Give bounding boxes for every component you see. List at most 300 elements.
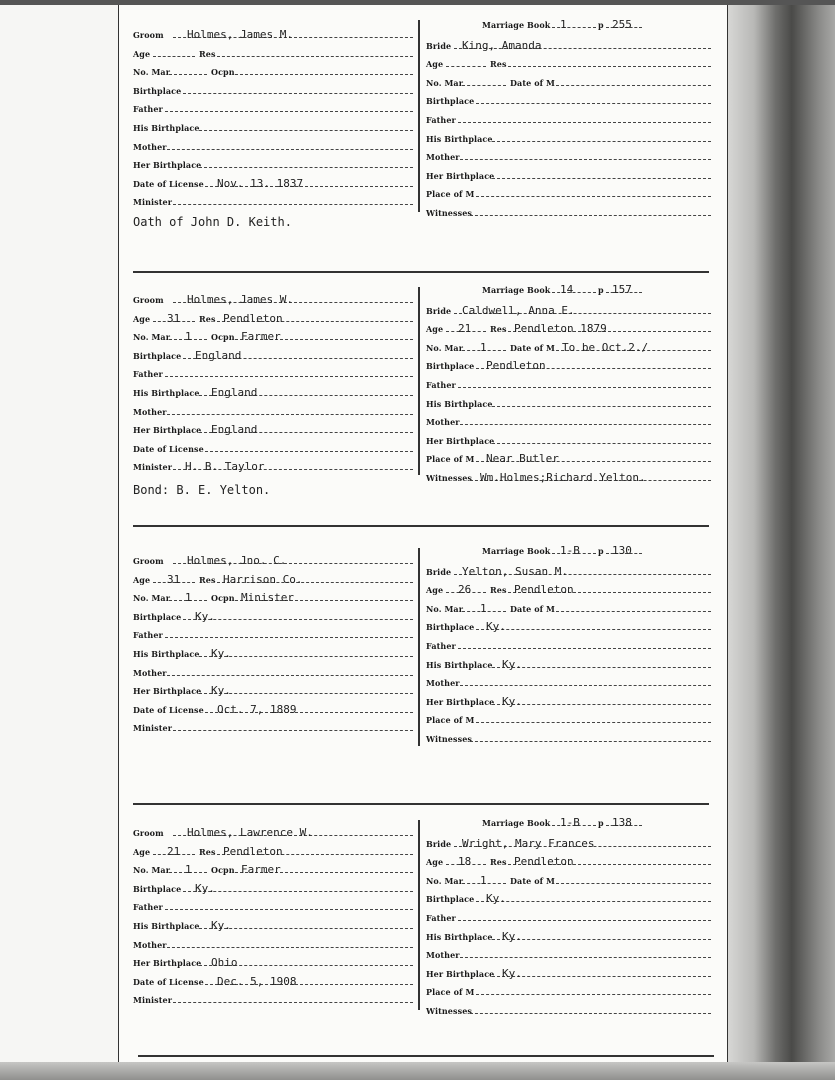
bride-nomar-date-field-label: Date of M xyxy=(510,77,556,88)
bride-witnesses-field xyxy=(426,1002,711,1018)
groom-nomar-ocpn-field-value: Farmer xyxy=(241,330,281,344)
groom-father-field-label: Father xyxy=(133,630,163,641)
groom-his-birthplace-field-value: Ky. xyxy=(211,647,231,660)
bride-witnesses-field xyxy=(426,204,711,220)
groom-birthplace-field-value: England xyxy=(195,348,242,362)
bride-birthplace-field-label: Birthplace xyxy=(426,361,475,372)
bride-mother-field-label: Mother xyxy=(426,417,460,428)
column-divider xyxy=(418,287,420,475)
bride-her-birthplace-field-label: Her Birthplace xyxy=(426,696,495,707)
groom-mother-field-label: Mother xyxy=(133,141,167,152)
groom-her-birthplace-field-line xyxy=(199,167,413,168)
groom-nomar-ocpn-field-line xyxy=(169,74,207,75)
groom-mother-field-line xyxy=(167,149,413,150)
page-label: p xyxy=(598,818,604,828)
groom-nomar-ocpn-field-line xyxy=(235,74,413,75)
bride-place-field-label: Place of M xyxy=(426,987,475,998)
groom-name-field-label: Groom xyxy=(133,828,164,838)
bride-his-birthplace-field xyxy=(426,395,711,411)
bride-mother-field-line xyxy=(460,957,711,958)
bride-witnesses-field-line xyxy=(470,741,711,742)
groom-age-res-field-value: Pendleton xyxy=(223,311,283,325)
groom-his-birthplace-field xyxy=(133,384,413,400)
bride-father-field xyxy=(426,909,711,925)
bride-his-birthplace-field xyxy=(426,130,711,146)
groom-birthplace-field-label: Birthplace xyxy=(133,883,182,894)
bride-nomar-date-field-label: Date of M xyxy=(510,603,556,614)
groom-his-birthplace-field-line xyxy=(199,656,413,657)
marriage-book-number: 14 xyxy=(560,283,574,296)
bride-her-birthplace-field-line xyxy=(492,443,711,444)
groom-minister-field xyxy=(133,991,413,1007)
bride-place-field-label: Place of M xyxy=(426,715,475,726)
bride-his-birthplace-field-line xyxy=(492,939,711,940)
bride-birthplace-field-label: Birthplace xyxy=(426,622,475,633)
column-divider xyxy=(418,820,420,1010)
page-label: p xyxy=(598,285,604,295)
page-number: 255 xyxy=(612,18,632,31)
groom-his-birthplace-field-label: His Birthplace xyxy=(133,388,200,398)
groom-name-field-value: Holmes, Jno. C. xyxy=(187,554,287,567)
marriage-book-line xyxy=(552,292,596,293)
groom-name-field-value: Holmes, Lawrence W. xyxy=(187,826,313,839)
bride-age-res-field-line xyxy=(508,66,711,67)
groom-her-birthplace-field xyxy=(133,421,413,437)
groom-nomar-ocpn-field-label: Ocpn xyxy=(211,865,235,876)
bride-age-res-field-label: Res xyxy=(490,59,507,70)
groom-her-birthplace-field-label: Her Birthplace xyxy=(133,686,202,697)
bride-age-res-field-value: 18 xyxy=(458,855,472,869)
bride-age-res-field-value: Pendleton 1879 xyxy=(514,322,607,336)
bride-birthplace-field-line xyxy=(476,103,711,104)
bride-his-birthplace-field-label: His Birthplace xyxy=(426,133,493,144)
bride-her-birthplace-field-label: Her Birthplace xyxy=(426,170,495,181)
bride-age-res-field-value: Pendleton xyxy=(514,583,574,597)
groom-nomar-ocpn-field-value: 1 xyxy=(185,330,192,344)
groom-nomar-ocpn-field-value: 1 xyxy=(185,591,192,605)
marriage-book-number: 1-B xyxy=(560,816,580,829)
bride-place-field-label: Place of M xyxy=(426,454,475,465)
groom-minister-field-label: Minister xyxy=(133,197,173,208)
groom-name-field xyxy=(133,552,413,568)
page-label: p xyxy=(598,20,604,30)
groom-his-birthplace-field-label: His Birthplace xyxy=(133,123,200,133)
bride-nomar-date-field-label: No. Mar xyxy=(426,875,464,886)
groom-his-birthplace-field xyxy=(133,645,413,661)
bride-place-field xyxy=(426,983,711,999)
groom-name-field xyxy=(133,824,413,840)
groom-name-field-value: Holmes, James W. xyxy=(187,293,293,306)
top-scan-edge xyxy=(0,0,835,5)
groom-father-field-label: Father xyxy=(133,902,163,913)
bride-witnesses-field-line xyxy=(470,215,711,216)
bride-name-field xyxy=(426,37,711,53)
groom-her-birthplace-field-label: Her Birthplace xyxy=(133,958,202,969)
groom-minister-field xyxy=(133,458,413,474)
bride-nomar-date-field xyxy=(426,600,711,616)
groom-nomar-ocpn-field-label: No. Mar xyxy=(133,67,171,78)
marriage-book-label: Marriage Book xyxy=(482,818,551,828)
groom-mother-field xyxy=(133,936,413,952)
record-divider xyxy=(133,271,709,273)
marriage-book-label: Marriage Book xyxy=(482,546,551,556)
bride-nomar-date-field-line xyxy=(462,85,506,86)
bride-age-res-field-label: Res xyxy=(490,585,507,596)
bride-her-birthplace-field-value: Ky. xyxy=(502,694,522,708)
groom-minister-field-line xyxy=(173,204,413,205)
bride-her-birthplace-field-label: Her Birthplace xyxy=(426,435,495,446)
groom-birthplace-field xyxy=(133,880,413,896)
groom-minister-field-label: Minister xyxy=(133,995,173,1006)
bride-father-field-label: Father xyxy=(426,115,456,125)
bride-father-field-line xyxy=(458,920,711,921)
bride-nomar-date-field-label: No. Mar xyxy=(426,77,464,88)
groom-nomar-ocpn-field-label: No. Mar xyxy=(133,865,171,876)
groom-age-res-field-label: Age xyxy=(133,48,151,59)
bride-his-birthplace-field-label: His Birthplace xyxy=(426,659,493,670)
bride-witnesses-field-label: Witnesses xyxy=(426,734,472,744)
groom-birthplace-field xyxy=(133,608,413,624)
bride-nomar-date-field xyxy=(426,74,711,90)
bride-name-field-label: Bride xyxy=(426,566,452,577)
groom-her-birthplace-field-label: Her Birthplace xyxy=(133,160,202,171)
bride-witnesses-field-label: Witnesses xyxy=(426,1006,472,1016)
bride-name-field-label: Bride xyxy=(426,838,452,849)
bride-father-field-line xyxy=(458,648,711,649)
bride-place-field xyxy=(426,711,711,727)
groom-minister-field xyxy=(133,193,413,209)
groom-birthplace-field xyxy=(133,82,413,98)
groom-mother-field-line xyxy=(167,414,413,415)
groom-his-birthplace-field-value: England xyxy=(211,386,258,399)
bride-age-res-field xyxy=(426,320,711,336)
bride-her-birthplace-field-line xyxy=(492,976,711,977)
bride-nomar-date-field xyxy=(426,872,711,888)
groom-father-field xyxy=(133,898,413,914)
bride-name-field-value: Yelton, Susan M. xyxy=(462,564,568,578)
groom-name-field-value: Holmes, James M. xyxy=(187,28,293,41)
groom-nomar-ocpn-field-label: Ocpn xyxy=(211,593,235,604)
bride-nomar-date-field-value: 1 xyxy=(480,340,487,354)
bride-birthplace-field-label: Birthplace xyxy=(426,894,475,905)
groom-his-birthplace-field-line xyxy=(199,928,413,929)
bride-her-birthplace-field xyxy=(426,167,711,183)
groom-nomar-ocpn-field xyxy=(133,589,413,605)
groom-nomar-ocpn-field-label: No. Mar xyxy=(133,332,171,343)
record-note: Oath of John D. Keith. xyxy=(133,215,292,229)
groom-age-res-field-line xyxy=(153,56,195,57)
groom-mother-field-label: Mother xyxy=(133,667,167,678)
page-number: 157 xyxy=(612,283,632,296)
groom-birthplace-field-line xyxy=(183,619,413,620)
groom-her-birthplace-field-value: England xyxy=(211,423,258,437)
groom-birthplace-field-label: Birthplace xyxy=(133,611,182,622)
marriage-book-line xyxy=(552,27,596,28)
groom-age-res-field-value: 21 xyxy=(167,844,181,858)
record-divider xyxy=(133,525,709,527)
groom-license-date-field-label: Date of License xyxy=(133,178,204,189)
groom-his-birthplace-field-line xyxy=(199,130,413,131)
bride-her-birthplace-field-label: Her Birthplace xyxy=(426,968,495,979)
bride-name-field-value: Caldwell, Anna E. xyxy=(462,303,575,317)
groom-her-birthplace-field-value: Ky. xyxy=(211,684,231,698)
bride-age-res-field-label: Age xyxy=(426,585,444,596)
groom-his-birthplace-field xyxy=(133,119,413,135)
bride-witnesses-field-label: Witnesses xyxy=(426,473,472,483)
groom-mother-field-line xyxy=(167,947,413,948)
bride-place-field xyxy=(426,185,711,201)
bride-father-field-line xyxy=(458,122,711,123)
groom-age-res-field-value: 31 xyxy=(167,311,181,325)
column-divider xyxy=(418,20,420,212)
bride-father-field-label: Father xyxy=(426,380,456,390)
bride-birthplace-field-value: Ky. xyxy=(486,620,506,634)
bride-her-birthplace-field-line xyxy=(492,178,711,179)
bride-nomar-date-field-line xyxy=(556,883,711,884)
groom-her-birthplace-field xyxy=(133,954,413,970)
groom-name-field xyxy=(133,26,413,42)
groom-license-date-field xyxy=(133,175,413,191)
groom-birthplace-field-label: Birthplace xyxy=(133,85,182,96)
bride-witnesses-field-label: Witnesses xyxy=(426,208,472,218)
groom-name-field-label: Groom xyxy=(133,295,164,305)
groom-minister-field-line xyxy=(173,730,413,731)
groom-father-field-line xyxy=(165,637,413,638)
groom-birthplace-field xyxy=(133,347,413,363)
groom-license-date-field-value: Oct. 7, 1889 xyxy=(217,702,297,716)
right-scan-edge xyxy=(727,0,835,1080)
groom-license-date-field xyxy=(133,701,413,717)
bride-birthplace-field-line xyxy=(476,901,711,902)
record-note: Bond: B. E. Yelton. xyxy=(133,483,271,497)
bride-age-res-field-label: Res xyxy=(490,857,507,868)
bride-nomar-date-field-label: No. Mar xyxy=(426,603,464,614)
groom-age-res-field-value: 31 xyxy=(167,572,181,586)
groom-mother-field-label: Mother xyxy=(133,939,167,950)
left-margin xyxy=(0,0,118,1080)
bride-place-field-line xyxy=(476,994,711,995)
groom-nomar-ocpn-field xyxy=(133,63,413,79)
bride-father-field-line xyxy=(458,387,711,388)
marriage-book-number: 1 xyxy=(560,18,567,31)
groom-her-birthplace-field-line xyxy=(199,693,413,694)
bride-age-res-field-value: 21 xyxy=(458,322,472,336)
bride-age-res-field xyxy=(426,55,711,71)
bride-birthplace-field-line xyxy=(476,629,711,630)
groom-age-res-field xyxy=(133,843,413,859)
groom-nomar-ocpn-field-value: 1 xyxy=(185,863,192,877)
bride-father-field-label: Father xyxy=(426,641,456,651)
groom-father-field xyxy=(133,626,413,642)
bride-witnesses-field-line xyxy=(470,1013,711,1014)
bride-mother-field-label: Mother xyxy=(426,152,460,163)
bride-her-birthplace-field-line xyxy=(492,704,711,705)
bride-nomar-date-field-value: 1 xyxy=(480,601,487,615)
groom-her-birthplace-field xyxy=(133,682,413,698)
bride-father-field xyxy=(426,637,711,653)
record-divider xyxy=(138,1055,714,1057)
groom-name-field-label: Groom xyxy=(133,556,164,566)
groom-name-field-label: Groom xyxy=(133,30,164,40)
bride-birthplace-field-label: Birthplace xyxy=(426,96,475,107)
groom-father-field-line xyxy=(165,909,413,910)
bride-nomar-date-field-label: Date of M xyxy=(510,342,556,353)
bride-nomar-date-field-value: To be Oct.2./ xyxy=(562,340,649,354)
groom-age-res-field-label: Res xyxy=(199,313,216,324)
groom-mother-field xyxy=(133,664,413,680)
groom-father-field-label: Father xyxy=(133,104,163,115)
bride-mother-field xyxy=(426,674,711,690)
bride-mother-field-line xyxy=(460,424,711,425)
bride-his-birthplace-field-line xyxy=(492,667,711,668)
groom-nomar-ocpn-field-label: Ocpn xyxy=(211,67,235,78)
groom-minister-field-label: Minister xyxy=(133,462,173,473)
groom-age-res-field xyxy=(133,571,413,587)
bride-name-field-value: King, Amanda xyxy=(462,38,542,52)
groom-nomar-ocpn-field-label: No. Mar xyxy=(133,593,171,604)
groom-nomar-ocpn-field-value: Minister xyxy=(241,591,294,605)
bride-name-field-label: Bride xyxy=(426,305,452,316)
bride-birthplace-field xyxy=(426,890,711,906)
bride-birthplace-field xyxy=(426,357,711,373)
bride-name-field-value: Wright, Mary Frances xyxy=(462,836,595,850)
marriage-book-number: 1-B xyxy=(560,544,580,557)
groom-age-res-field-label: Res xyxy=(199,48,216,59)
groom-minister-field-line xyxy=(173,1002,413,1003)
bride-father-field-label: Father xyxy=(426,913,456,923)
groom-nomar-ocpn-field xyxy=(133,861,413,877)
groom-mother-field-line xyxy=(167,675,413,676)
bride-nomar-date-field-value: 1 xyxy=(480,873,487,887)
bride-his-birthplace-field-line xyxy=(492,141,711,142)
groom-age-res-field-label: Res xyxy=(199,574,216,585)
marriage-book-ref xyxy=(482,16,642,32)
groom-license-date-field-label: Date of License xyxy=(133,443,204,454)
bride-place-field-label: Place of M xyxy=(426,189,475,200)
bride-mother-field-line xyxy=(460,685,711,686)
groom-minister-field-label: Minister xyxy=(133,723,173,734)
bride-place-field-line xyxy=(476,196,711,197)
groom-license-date-field xyxy=(133,440,413,456)
groom-license-date-field-label: Date of License xyxy=(133,704,204,715)
groom-age-res-field xyxy=(133,310,413,326)
groom-birthplace-field-label: Birthplace xyxy=(133,350,182,361)
groom-license-date-field-value: Nov. 13. 1837 xyxy=(217,176,304,190)
groom-mother-field xyxy=(133,138,413,154)
groom-father-field-line xyxy=(165,376,413,377)
marriage-book-label: Marriage Book xyxy=(482,20,551,30)
bride-her-birthplace-field xyxy=(426,693,711,709)
bride-place-field xyxy=(426,450,711,466)
bride-birthplace-field-value: Ky. xyxy=(486,892,506,906)
bride-father-field xyxy=(426,376,711,392)
column-divider xyxy=(418,548,420,746)
groom-nomar-ocpn-field-value: Farmer xyxy=(241,863,281,877)
marriage-book-ref xyxy=(482,542,642,558)
page-label: p xyxy=(598,546,604,556)
bottom-scan-edge xyxy=(0,1062,835,1080)
bride-his-birthplace-field-value: Ky. xyxy=(502,657,522,671)
groom-age-res-field-label: Age xyxy=(133,313,151,324)
groom-birthplace-field-line xyxy=(183,93,413,94)
bride-nomar-date-field-line xyxy=(556,611,711,612)
bride-place-field-value: Near Butler xyxy=(486,452,559,466)
groom-her-birthplace-field-value: Ohio xyxy=(211,956,238,970)
bride-name-field-label: Bride xyxy=(426,40,452,51)
bride-mother-field-line xyxy=(460,159,711,160)
bride-nomar-date-field-label: No. Mar xyxy=(426,342,464,353)
bride-witnesses-field-value: Wm.Holmes;Richard Yelton. xyxy=(480,471,646,484)
bride-age-res-field xyxy=(426,853,711,869)
groom-age-res-field-value: Harrison Co. xyxy=(223,572,303,586)
groom-his-birthplace-field-value: Ky. xyxy=(211,919,231,932)
groom-age-res-field-value: Pendleton xyxy=(223,844,283,858)
groom-license-date-field xyxy=(133,973,413,989)
groom-father-field xyxy=(133,100,413,116)
groom-mother-field-label: Mother xyxy=(133,406,167,417)
bride-birthplace-field xyxy=(426,92,711,108)
bride-age-res-field-label: Age xyxy=(426,324,444,335)
bride-age-res-field xyxy=(426,581,711,597)
bride-age-res-field-label: Age xyxy=(426,857,444,868)
bride-her-birthplace-field xyxy=(426,965,711,981)
bride-age-res-field-label: Age xyxy=(426,59,444,70)
groom-her-birthplace-field-label: Her Birthplace xyxy=(133,425,202,436)
bride-father-field xyxy=(426,111,711,127)
bride-her-birthplace-field xyxy=(426,432,711,448)
bride-age-res-field-value: 26 xyxy=(458,583,472,597)
page-number: 130 xyxy=(612,544,632,557)
bride-age-res-field-label: Res xyxy=(490,324,507,335)
bride-his-birthplace-field xyxy=(426,928,711,944)
bride-his-birthplace-field-line xyxy=(492,406,711,407)
bride-nomar-date-field-label: Date of M xyxy=(510,875,556,886)
marriage-book-ref xyxy=(482,814,642,830)
bride-name-field xyxy=(426,563,711,579)
bride-nomar-date-field-line xyxy=(556,85,711,86)
groom-birthplace-field-line xyxy=(183,891,413,892)
groom-minister-field xyxy=(133,719,413,735)
bride-his-birthplace-field-value: Ky. xyxy=(502,929,522,943)
groom-nomar-ocpn-field-label: Ocpn xyxy=(211,332,235,343)
bride-birthplace-field xyxy=(426,618,711,634)
bride-his-birthplace-field xyxy=(426,656,711,672)
bride-place-field-line xyxy=(476,722,711,723)
bride-mother-field xyxy=(426,946,711,962)
groom-his-birthplace-field-label: His Birthplace xyxy=(133,921,200,931)
groom-license-date-field-label: Date of License xyxy=(133,976,204,987)
bride-his-birthplace-field-label: His Birthplace xyxy=(426,931,493,942)
groom-age-res-field xyxy=(133,45,413,61)
marriage-book-label: Marriage Book xyxy=(482,285,551,295)
bride-mother-field-label: Mother xyxy=(426,950,460,961)
groom-age-res-field-line xyxy=(217,56,413,57)
bride-nomar-date-field xyxy=(426,339,711,355)
groom-license-date-field-line xyxy=(205,451,413,452)
groom-license-date-field-value: Dec. 5, 1908 xyxy=(217,974,297,988)
bride-mother-field xyxy=(426,413,711,429)
groom-mother-field xyxy=(133,403,413,419)
groom-her-birthplace-field xyxy=(133,156,413,172)
bride-name-field xyxy=(426,835,711,851)
record-divider xyxy=(133,803,709,805)
groom-age-res-field-label: Age xyxy=(133,846,151,857)
bride-birthplace-field-value: Pendleton xyxy=(486,359,546,373)
groom-nomar-ocpn-field xyxy=(133,328,413,344)
bride-name-field xyxy=(426,302,711,318)
groom-age-res-field-label: Age xyxy=(133,574,151,585)
bride-witnesses-field xyxy=(426,469,711,485)
